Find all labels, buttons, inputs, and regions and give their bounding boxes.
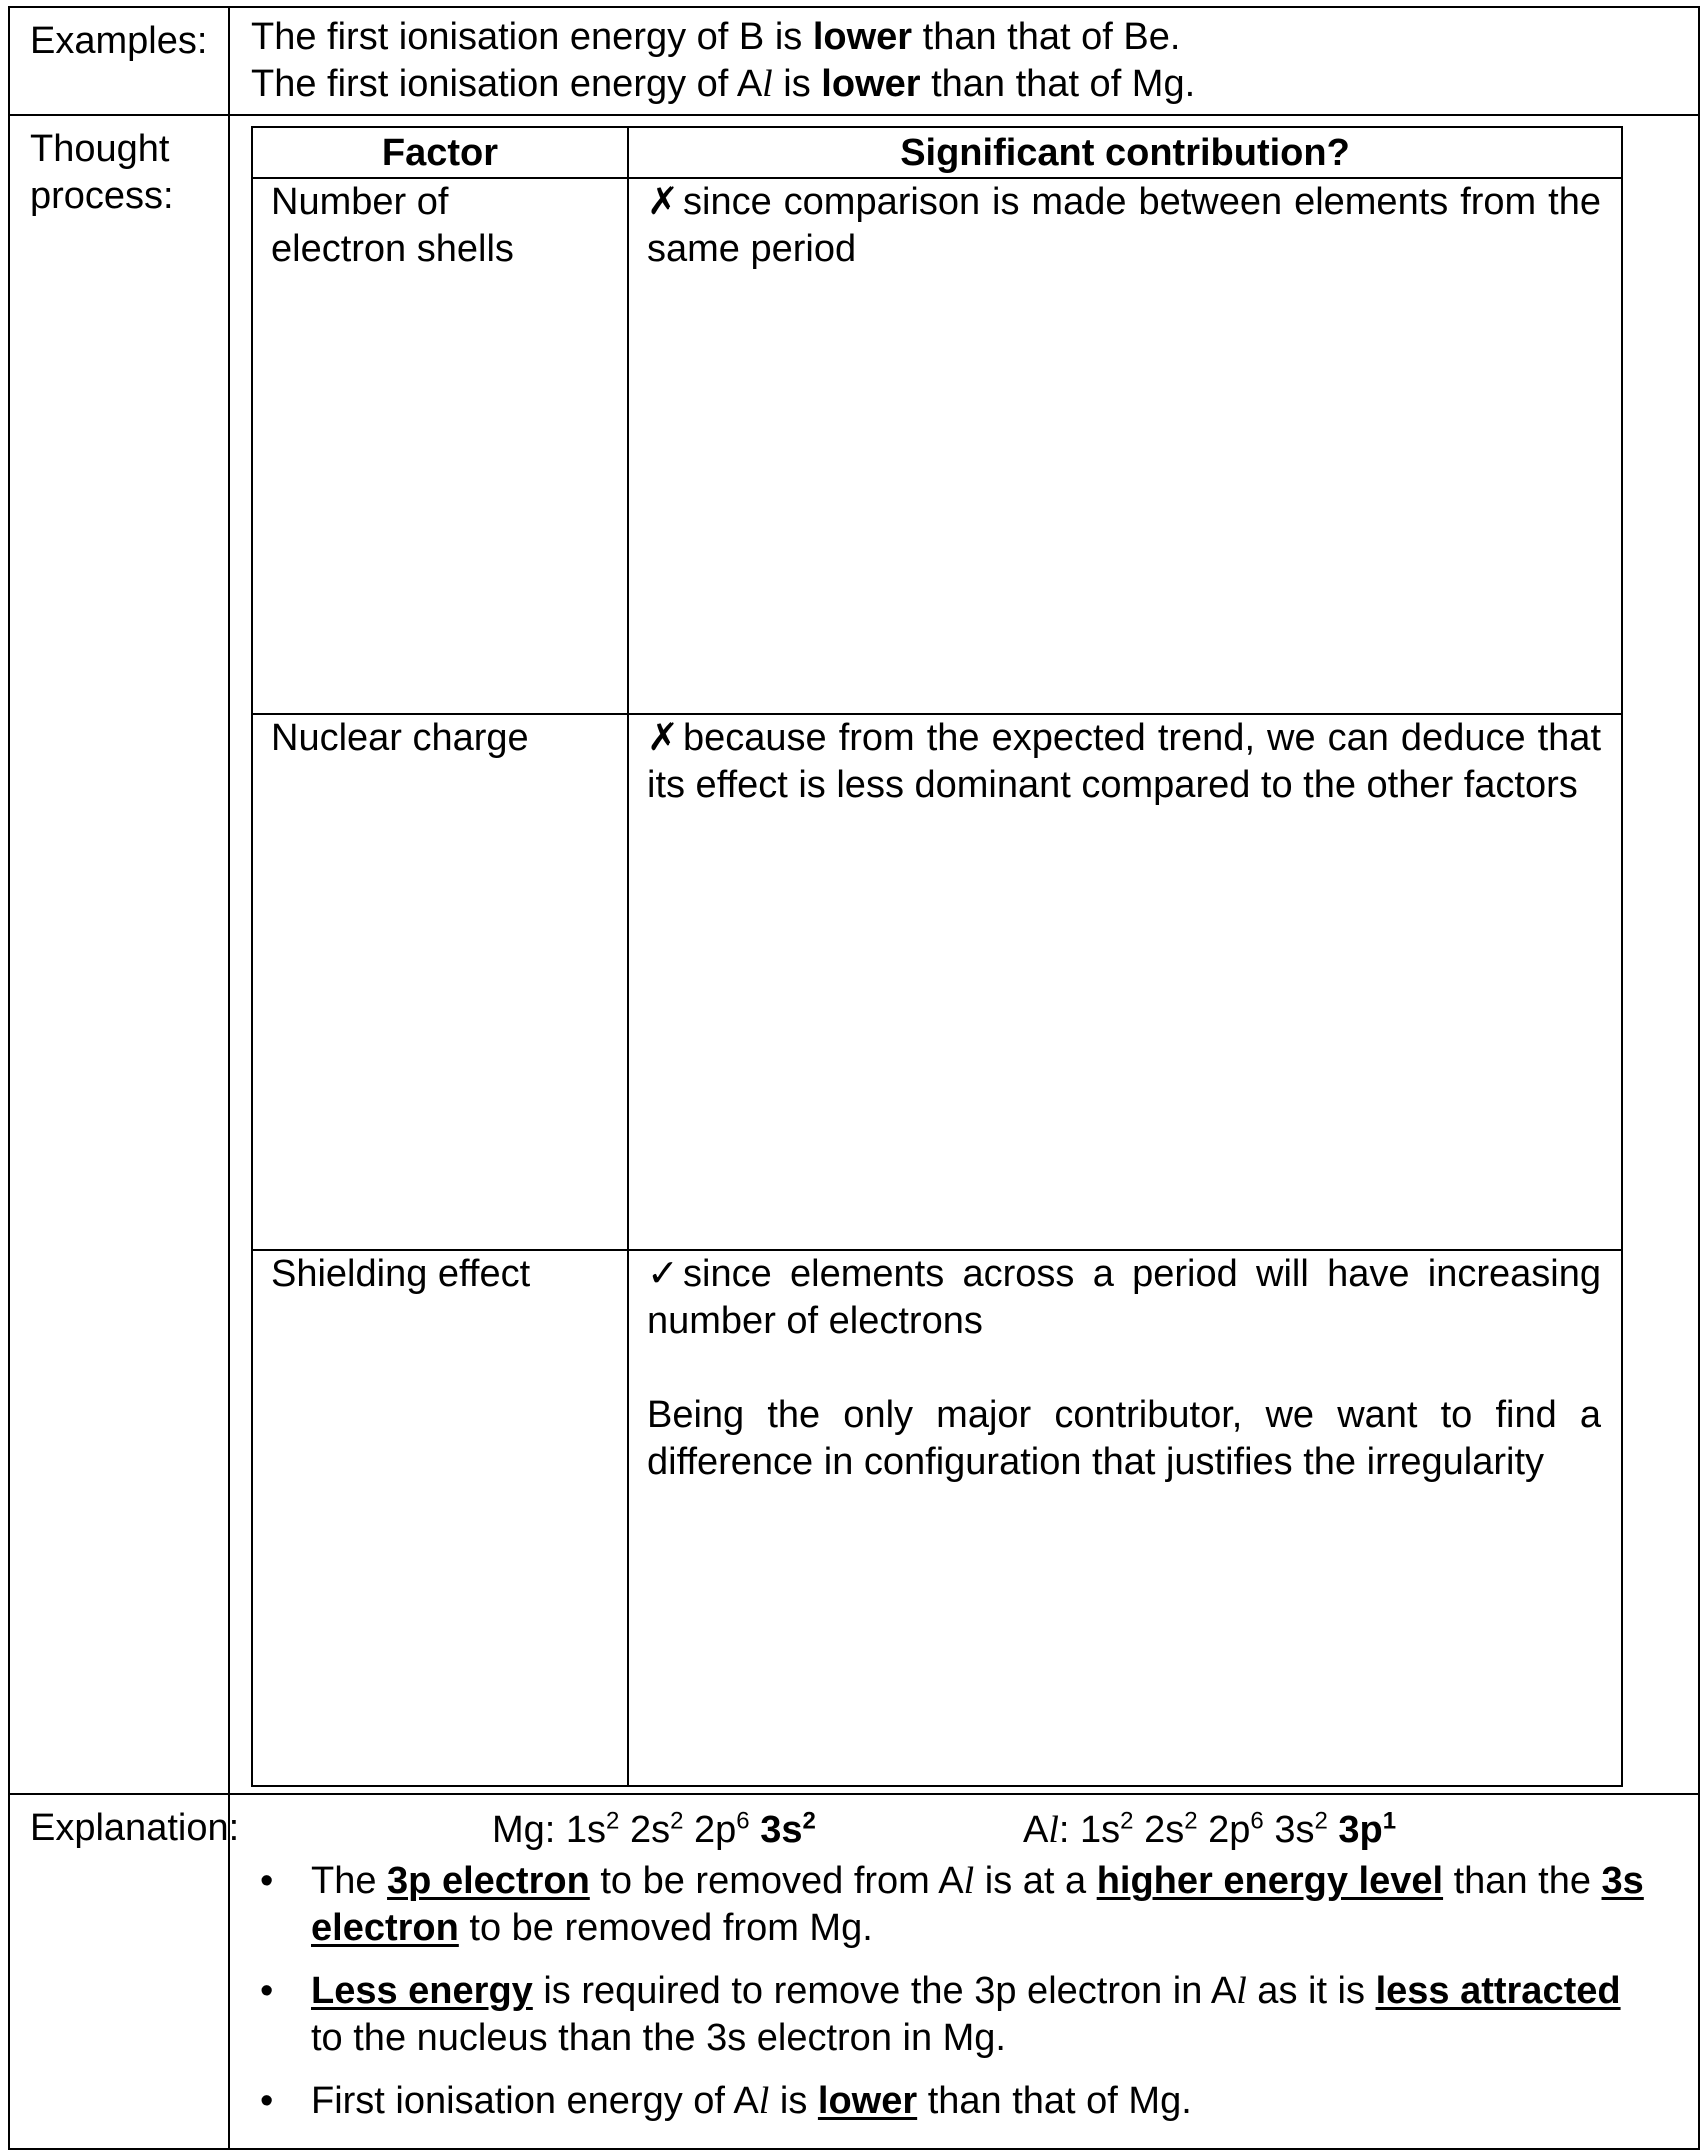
cross-mark-icon: ✗ — [647, 717, 679, 759]
factor-table-header — [252, 127, 1622, 178]
thought-process-row — [9, 115, 1699, 1794]
electron-configurations — [251, 1807, 1658, 1854]
example-line-1: The first ionisation energy of B is lower than that of Be. — [251, 16, 1181, 58]
check-mark-icon: ✓ — [647, 1253, 679, 1295]
examples-label: Examples: — [9, 7, 229, 115]
explanation-label: Explanation: — [9, 1794, 229, 2149]
explanation-content — [229, 1794, 1699, 2149]
ionisation-energy-table — [8, 6, 1700, 2150]
cross-mark-icon: ✗ — [647, 181, 679, 223]
examples-row — [9, 7, 1699, 115]
factor-cell: Number of electron shells — [252, 178, 628, 714]
al-configuration: Al: $1s^2$ $2s^2$ $2p^6$ $3s^2$ $3p^1$ — [1023, 1807, 1397, 1851]
factor-cell: Nuclear charge — [252, 714, 628, 1250]
thought-process-content — [229, 115, 1699, 1794]
factor-row — [252, 714, 1622, 1250]
thought-process-label: Thought process: — [9, 115, 229, 1794]
contribution-cell: ✗ since comparison is made between elements from the same period — [628, 178, 1622, 714]
factor-row — [252, 178, 1622, 714]
bullet-icon: • — [260, 1970, 274, 2012]
examples-content — [229, 7, 1699, 115]
list-item: • The 3p electron to be removed from Al is at a higher energy level than the 3s electron to be removed from Mg. — [260, 1860, 1644, 1949]
bullet-icon: • — [260, 1860, 274, 1902]
explanation-row — [9, 1794, 1699, 2149]
list-item: • First ionisation energy of Al is lower than that of Mg. — [251, 2078, 1658, 2125]
factor-header: Factor — [252, 127, 628, 178]
mg-configuration: Mg: $1s^2$ $2s^2$ $2p^6$ $3s^2$ — [492, 1807, 816, 1851]
contribution-header: Significant contribution? — [628, 127, 1622, 178]
contribution-cell: ✓ since elements across a period will have increasing number of electrons Being the only major contributor, we want to find a difference in configuration that justifies the irregularity — [628, 1250, 1622, 1786]
factor-row — [252, 1250, 1622, 1786]
explanation-list — [251, 1858, 1658, 2125]
example-line-2: The first ionisation energy of Al is lower than that of Mg. — [251, 63, 1196, 105]
list-item: • Less energy is required to remove the 3p electron in Al as it is less attracted to the nucleus than the 3s electron in Mg. — [260, 1970, 1621, 2059]
contribution-cell: ✗ because from the expected trend, we can deduce that its effect is less dominant compared to the other factors — [628, 714, 1622, 1250]
factor-table — [251, 126, 1623, 1787]
bullet-icon: • — [260, 2080, 274, 2122]
factor-cell: Shielding effect — [252, 1250, 628, 1786]
page — [8, 6, 1700, 2122]
